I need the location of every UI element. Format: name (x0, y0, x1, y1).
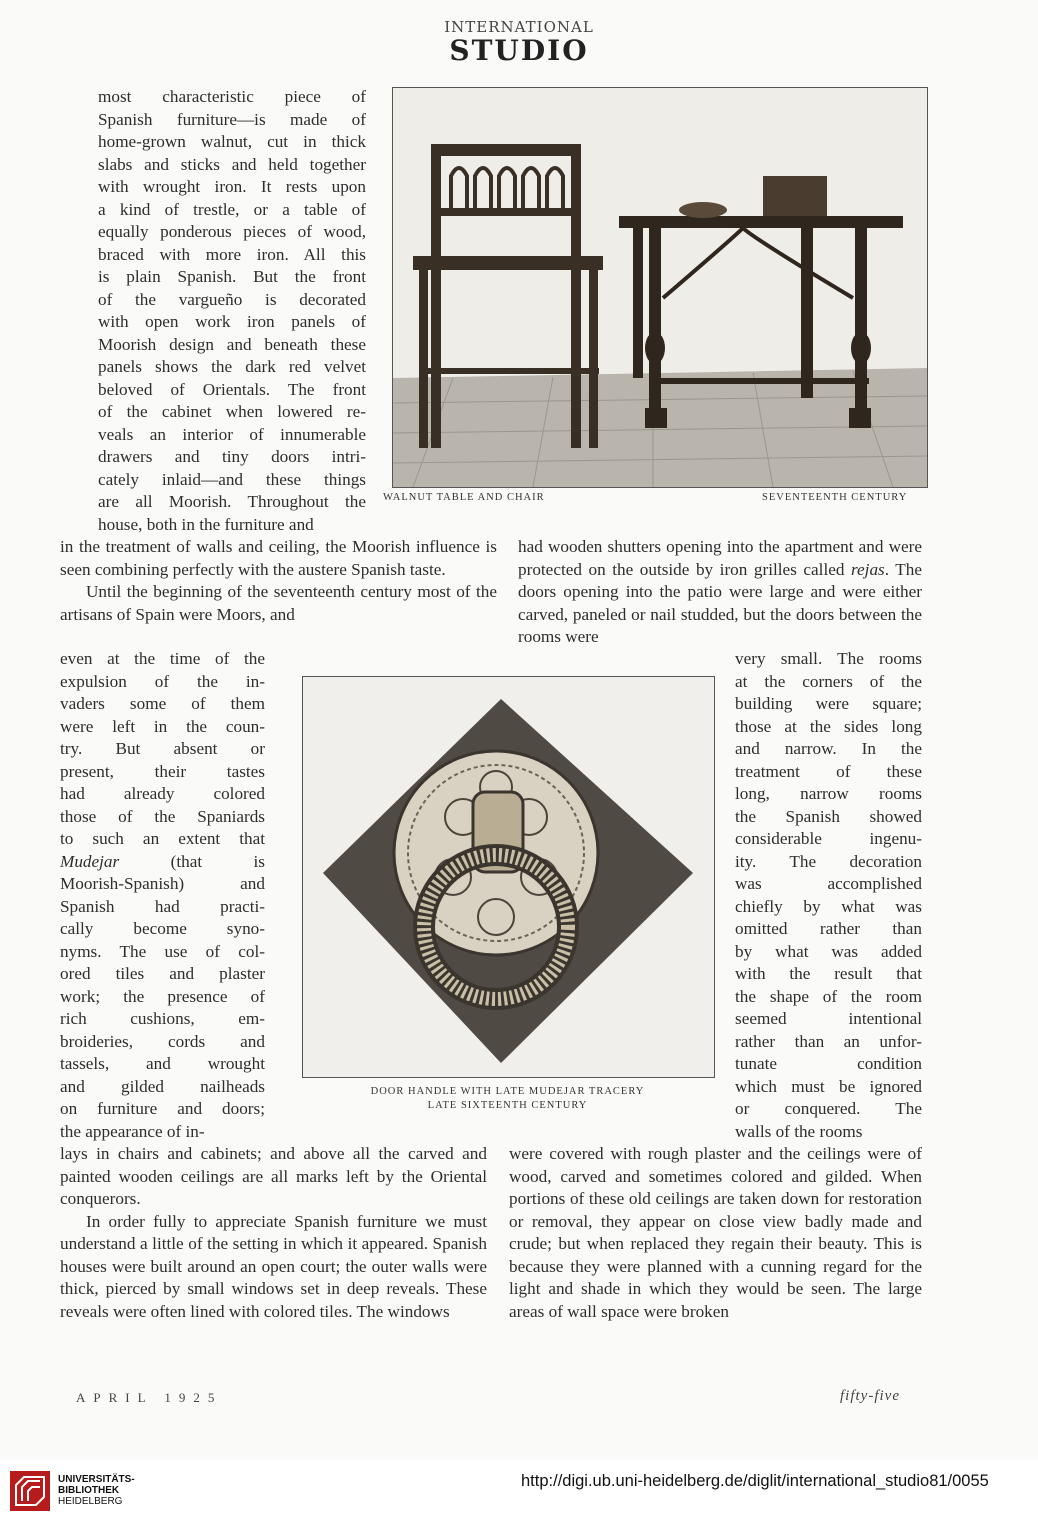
text-run: . The doors opening into the patio were large and were either carved, paneled or nail studded, but the doors between the rooms were (518, 559, 923, 646)
text-line: which must be ignored (735, 1076, 922, 1096)
library-name-line1: UNIVERSITÄTS- (58, 1474, 135, 1485)
text-line: very small. The rooms (735, 649, 922, 668)
text-line: expulsion of the in- (60, 671, 265, 691)
text-line: those at the sides long (735, 716, 922, 736)
text-line: slabs and sticks and held together (98, 154, 366, 174)
text-line: omitted rather than (735, 919, 922, 938)
top-left-column (98, 86, 366, 536)
text-line: with wrought iron. It rests upon (98, 177, 366, 196)
text-line: Moorish-Spanish) and (60, 874, 265, 893)
text-line: long, narrow rooms (735, 784, 922, 803)
text-line: cately inlaid—and these things (98, 469, 366, 489)
text-line: of the cabinet when lowered re- (98, 402, 366, 421)
furniture-illustration (393, 88, 927, 487)
right-bottom-column (509, 1143, 922, 1323)
text-line: Moorish design and beneath these (98, 334, 366, 354)
walnut-table-chair-photo (392, 87, 928, 488)
library-logo-icon (10, 1471, 50, 1511)
text-line: even at the time of the (60, 649, 265, 668)
text-line: vaders some of them (60, 694, 265, 713)
text-line: the appearance of in- (60, 1121, 205, 1141)
text-line: is plain Spanish. But the front (98, 267, 366, 286)
text-line: rich cushions, em- (60, 1009, 265, 1028)
text-line: building were square; (735, 694, 922, 713)
paragraph: Until the beginning of the seventeenth century most of the artisans of Spain were Moors, and (60, 582, 497, 624)
text-line: to such an extent that (60, 829, 265, 848)
door-handle-photo (302, 676, 715, 1078)
left-middle-column (60, 536, 497, 626)
text-line: beloved of Orientals. The front (98, 379, 366, 399)
right-middle-column (518, 536, 922, 649)
text-line: cally become syno- (60, 919, 265, 938)
source-url-link[interactable]: http://digi.ub.uni-heidelberg.de/diglit/international_studio81/0055 (521, 1472, 989, 1490)
text-line: those of the Spaniards (60, 806, 265, 826)
text-line: the Spanish showed (735, 806, 922, 826)
right-narrow-column (735, 648, 922, 1143)
text-line: veals an interior of innumerable (98, 424, 366, 444)
paragraph (518, 536, 922, 649)
text-line: Mudejar (that is (60, 851, 265, 871)
text-line: were left in the coun- (60, 716, 265, 736)
text-line: nyms. The use of col- (60, 941, 265, 961)
text-line: with open work iron panels of (98, 312, 366, 331)
text-line: work; the presence of (60, 986, 265, 1006)
text-line: considerable ingenu- (735, 829, 922, 848)
text-line: treatment of these (735, 761, 922, 781)
text-line: ity. The decoration (735, 851, 922, 871)
text-line: ored tiles and plaster (60, 964, 265, 983)
text-line: rather than an unfor- (735, 1031, 922, 1051)
left-narrow-column (60, 648, 265, 1143)
paragraph: In order fully to appreciate Spanish furniture we must understand a little of the setting in which it appeared. Spanish houses were built around an open court; the outer walls were thick, pierced by small windows set in deep reveals. These reveals were often lined with colored tiles. The windows (60, 1211, 487, 1321)
text-line: or conquered. The (735, 1099, 922, 1118)
paragraph: in the treatment of walls and ceiling, the Moorish influence is seen combining perfectly with the austere Spanish taste. (60, 537, 497, 579)
left-bottom-column (60, 1143, 487, 1323)
library-name-line3: HEIDELBERG (58, 1496, 123, 1507)
text-line: seemed intentional (735, 1009, 922, 1028)
text-line: at the corners of the (735, 671, 922, 691)
text-line: Spanish furniture—is made of (98, 109, 366, 129)
text-line: home-grown walnut, cut in thick (98, 132, 366, 151)
text-line: are all Moorish. Throughout the (98, 492, 366, 511)
figure1-caption-left: WALNUT TABLE AND CHAIR (383, 492, 545, 503)
masthead-title: STUDIO (449, 34, 589, 67)
text-line: most characteristic piece of (98, 87, 366, 106)
page-number: fifty-five (840, 1388, 900, 1404)
text-line: try. But absent or (60, 739, 265, 758)
text-line: equally ponderous pieces of wood, (98, 222, 366, 241)
text-line: tunate condition (735, 1054, 922, 1073)
figure2-caption-line2: LATE SIXTEENTH CENTURY (427, 1100, 588, 1111)
text-line: house, both in the furniture and (98, 514, 314, 534)
figure2-caption-line1: DOOR HANDLE WITH LATE MUDEJAR TRACERY (370, 1086, 645, 1097)
text-line: Spanish had practi- (60, 896, 265, 916)
italic-term: rejas (851, 559, 885, 579)
paragraph: were covered with rough plaster and the ceilings were of wood, carved and sometimes colored and gilded. When portions of these old ceilings are taken down for restoration or removal, they appear on close view badly made and crude; but when replaced they regain their beauty. This is because they were planned with a cunning regard for the light and shade in which they would be seen. The large areas of wall space were broken (509, 1144, 922, 1321)
library-name-line2: BIBLIOTHEK (58, 1485, 120, 1496)
text-line: walls of the rooms (735, 1121, 863, 1141)
text-line: with the result that (735, 964, 922, 983)
text-line: and gilded nailheads (60, 1076, 265, 1096)
text-line: was accomplished (735, 874, 922, 893)
text-line: by what was added (735, 941, 922, 961)
text-line: and narrow. In the (735, 739, 922, 758)
text-line: a kind of trestle, or a table of (98, 199, 366, 219)
text-line: chiefly by what was (735, 896, 922, 916)
door-handle-illustration (303, 677, 714, 1077)
text-line: broideries, cords and (60, 1031, 265, 1051)
text-line: of the vargueño is decorated (98, 289, 366, 309)
footer-date: APRIL 1925 (76, 1390, 223, 1405)
text-line: on furniture and doors; (60, 1099, 265, 1118)
logo-emblem-icon (10, 1471, 50, 1511)
text-line: the shape of the room (735, 986, 922, 1006)
text-run: had wooden shutters opening into the apartment and were protected on the outside by iron grilles called (518, 537, 922, 579)
text-line: tassels, and wrought (60, 1054, 265, 1073)
digitization-bar (0, 1460, 1038, 1539)
masthead-line1: INTERNATIONAL (444, 18, 594, 36)
text-line: panels shows the dark red velvet (98, 357, 366, 376)
text-line: braced with more iron. All this (98, 244, 366, 264)
paragraph: lays in chairs and cabinets; and above all the carved and painted wooden ceilings are all marks left by the Oriental conquerors. (60, 1144, 487, 1208)
text-line: present, their tastes (60, 761, 265, 781)
text-line: drawers and tiny doors intri- (98, 447, 366, 466)
text-line: had already colored (60, 784, 265, 803)
figure1-caption-right: SEVENTEENTH CENTURY (762, 492, 908, 503)
